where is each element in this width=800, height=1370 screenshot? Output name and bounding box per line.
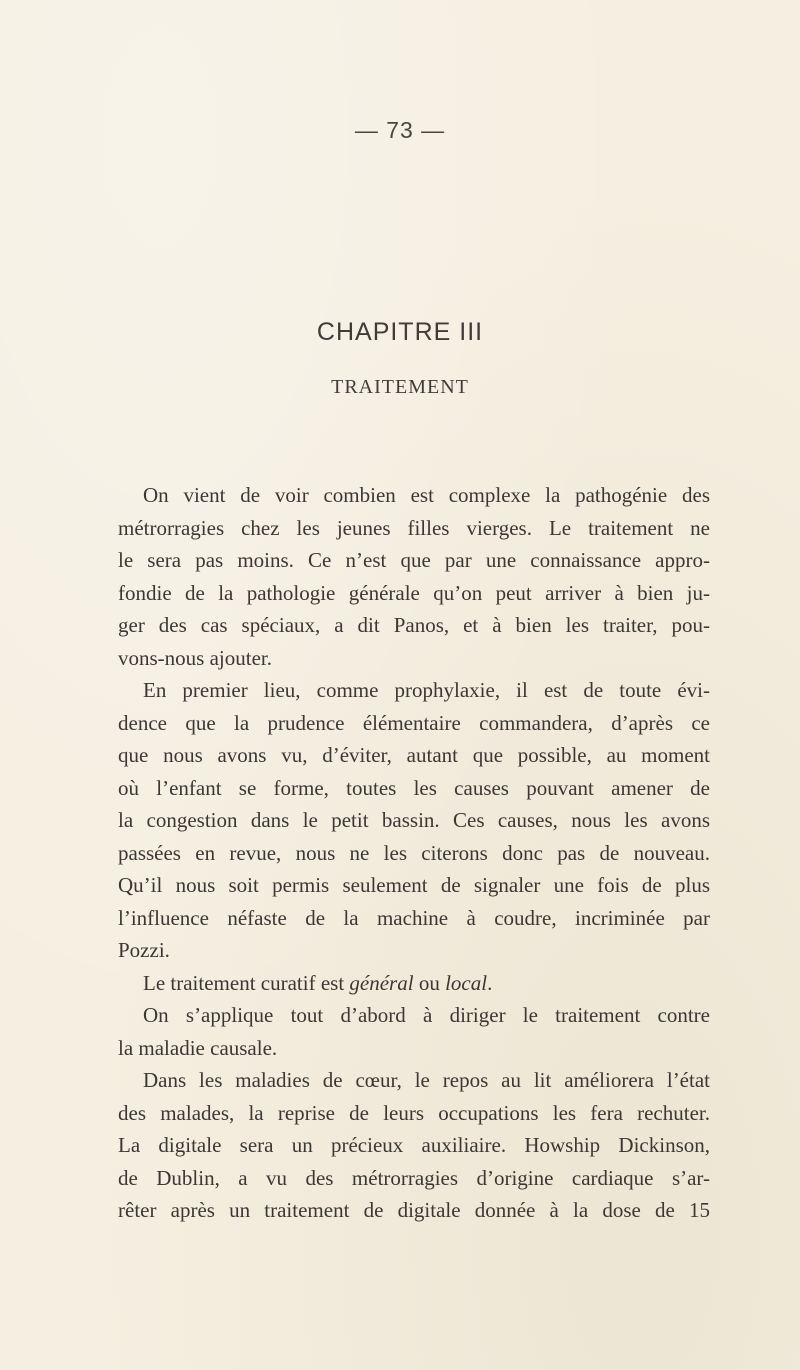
text-line: Pozzi. [118, 938, 170, 962]
text-line: La digitale sera un précieux auxiliaire. Howship Dickinson, [118, 1133, 710, 1157]
emphasis-general: général [349, 970, 414, 995]
text-line: dence que la prudence élémentaire commandera, d’après ce [118, 710, 710, 735]
text-line: des malades, la reprise de leurs occupations les fera rechuter. [118, 1100, 710, 1125]
text-line-mixed [118, 967, 710, 1000]
text-line: rêter après un traitement de digitale donnée à la dose de 15 [118, 1198, 710, 1222]
text-line: Dans les maladies de cœur, le repos au lit améliorera l’état [143, 1068, 710, 1092]
section-heading: TRAITEMENT [331, 376, 469, 398]
text-line: vons-nous ajouter. [118, 645, 272, 670]
text-line: la congestion dans le petit bassin. Ces causes, nous les avons [118, 808, 710, 832]
emphasis-local: local [445, 970, 488, 995]
text-line: le sera pas moins. Ce n’est que par une connaissance appro- [118, 548, 710, 572]
body-text [118, 479, 710, 1227]
chapter-heading: CHAPITRE III [316, 318, 484, 346]
text-fragment: Le traitement curatif est [143, 970, 350, 995]
text-line: passées en revue, nous ne les citerons donc pas de nouveau. [118, 840, 710, 865]
text-line: On vient de voir combien est complexe la pathogénie des [143, 483, 710, 507]
text-line: On s’applique tout d’abord à diriger le traitement contre [143, 1003, 710, 1027]
text-line: métrorragies chez les jeunes filles vierges. Le traitement ne [118, 515, 710, 540]
text-fragment: . [487, 970, 493, 995]
text-line: En premier lieu, comme prophylaxie, il est de toute évi- [143, 678, 710, 702]
text-line: fondie de la pathologie générale qu’on peut arriver à bien ju- [118, 580, 710, 605]
text-line: de Dublin, a vu des métrorragies d’origine cardiaque s’ar- [118, 1165, 710, 1190]
text-line: où l’enfant se forme, toutes les causes pouvant amener de [118, 775, 710, 800]
text-line: Qu’il nous soit permis seulement de signaler une fois de plus [118, 873, 710, 897]
text-line: que nous avons vu, d’éviter, autant que possible, au moment [118, 743, 710, 767]
text-line: la maladie causale. [118, 1035, 278, 1060]
page-number: — 73 — [354, 117, 446, 143]
text-line: l’influence néfaste de la machine à coudre, incriminée par [118, 905, 710, 930]
text-fragment: ou [413, 970, 446, 995]
text-line: ger des cas spéciaux, a dit Panos, et à bien les traiter, pou- [118, 613, 710, 637]
